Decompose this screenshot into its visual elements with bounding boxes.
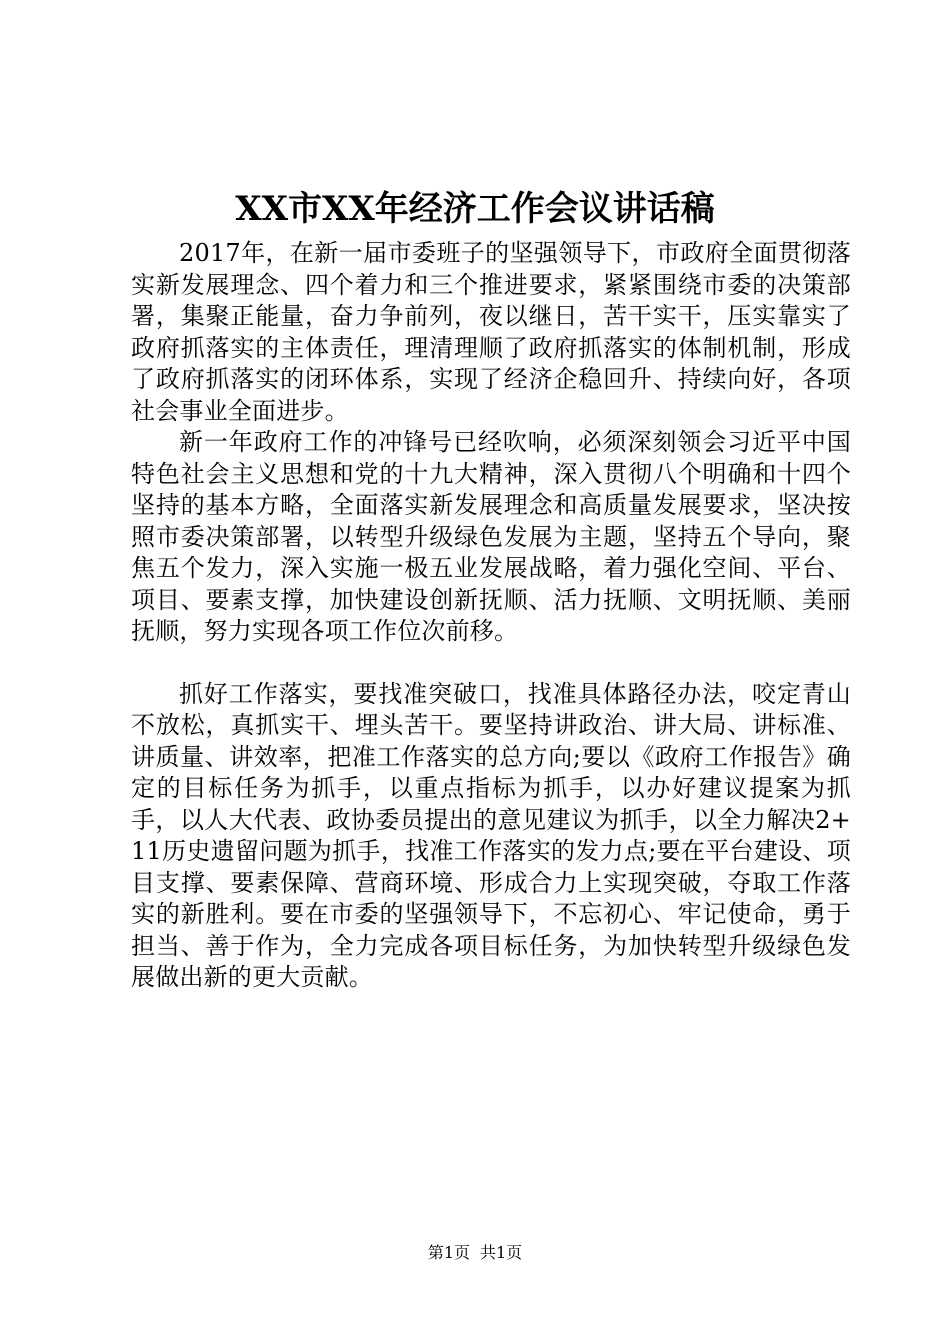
document-title: XX市XX年经济工作会议讲话稿 (235, 189, 715, 229)
page-number-current: 第1页 (427, 1243, 470, 1262)
paragraph-2: 新一年政府工作的冲锋号已经吹响，必须深刻领会习近平中国特色社会主义思想和党的十九大精神，深入贯彻八个明确和十四个坚持的基本方略，全面落实新发展理念和高质量发展要求，坚决按照市委决策部署，以转型升级绿色发展为主题，坚持五个导向，聚焦五个发力，深入实施一极五业发展战略，着力强化空间、平台、项目、要素支撑，加快建设创新抚顺、活力抚顺、文明抚顺、美丽抚顺，努力实现各项工作位次前移。 (131, 428, 851, 645)
paragraph-3: 抓好工作落实，要找准突破口，找准具体路径办法，咬定青山不放松，真抓实干、埋头苦干。要坚持讲政治、讲大局、讲标准、讲质量、讲效率，把准工作落实的总方向;要以《政府工作报告》确定的目标任务为抓手，以重点指标为抓手，以办好建议提案为抓手，以人大代表、政协委员提出的意见建议为抓手，以全力解决2+11历史遗留问题为抓手，找准工作落实的发力点;要在平台建设、项目支撑、要素保障、营商环境、形成合力上实现突破，夺取工作落实的新胜利。要在市委的坚强领导下，不忘初心、牢记使命，勇于担当、善于作为，全力完成各项目标任务，为加快转型升级绿色发展做出新的更大贡献。 (131, 679, 851, 991)
paragraph-spacer (131, 648, 851, 679)
page-footer (0, 1242, 950, 1264)
document-body (131, 238, 851, 994)
page-number-total: 共1页 (480, 1243, 523, 1262)
paragraph-1: 2017年，在新一届市委班子的坚强领导下，市政府全面贯彻落实新发展理念、四个着力和三个推进要求，紧紧围绕市委的决策部署，集聚正能量，奋力争前列，夜以继日，苦干实干，压实靠实了政府抓落实的主体责任，理清理顺了政府抓落实的体制机制，形成了政府抓落实的闭环体系，实现了经济企稳回升、持续向好，各项社会事业全面进步。 (131, 239, 851, 425)
